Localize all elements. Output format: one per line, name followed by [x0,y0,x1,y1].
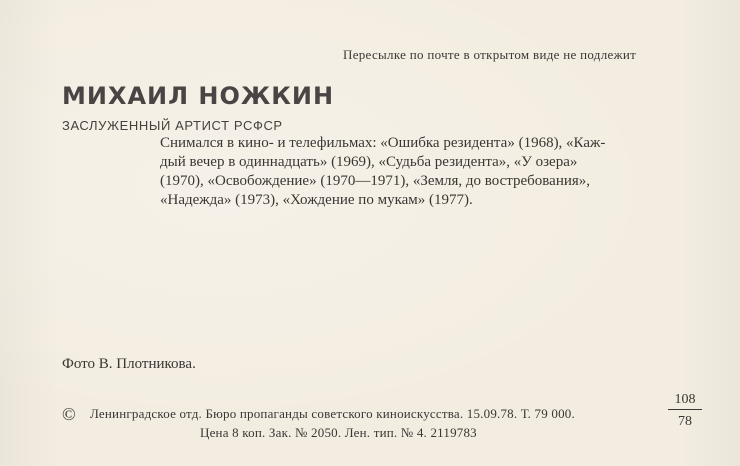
card-number [668,392,702,430]
postal-notice: Пересылке по почте в открытом виде не подлежит [343,47,637,62]
filmography-line: (1970), «Освобождение» (1970—1971), «Земля, до востребования», [160,173,591,189]
actor-name: МИХАИЛ НОЖКИН [62,82,335,110]
copyright-icon: © [62,404,76,424]
card-number-bottom: 78 [678,414,692,429]
publisher-line-1: Ленинградское отд. Бюро пропаганды советского киноискусства. 15.09.78. Т. 79 000. [90,406,575,421]
photo-credit: Фото В. Плотникова. [62,356,196,372]
filmography [160,134,700,210]
card-number-top: 108 [668,392,702,410]
publisher-info [90,404,575,442]
filmography-line: «Надежда» (1973), «Хождение по мукам» (1977). [160,192,473,208]
publisher-line-2: Цена 8 коп. Зак. № 2050. Лен. тип. № 4. 2119783 [200,425,477,440]
filmography-line: Снимался в кино- и телефильмах: «Ошибка резидента» (1968), «Каж- [160,135,606,151]
actor-title: ЗАСЛУЖЕННЫЙ АРТИСТ РСФСР [62,118,283,133]
filmography-line: дый вечер в одиннадцать» (1969), «Судьба резидента», «У озера» [160,154,578,170]
